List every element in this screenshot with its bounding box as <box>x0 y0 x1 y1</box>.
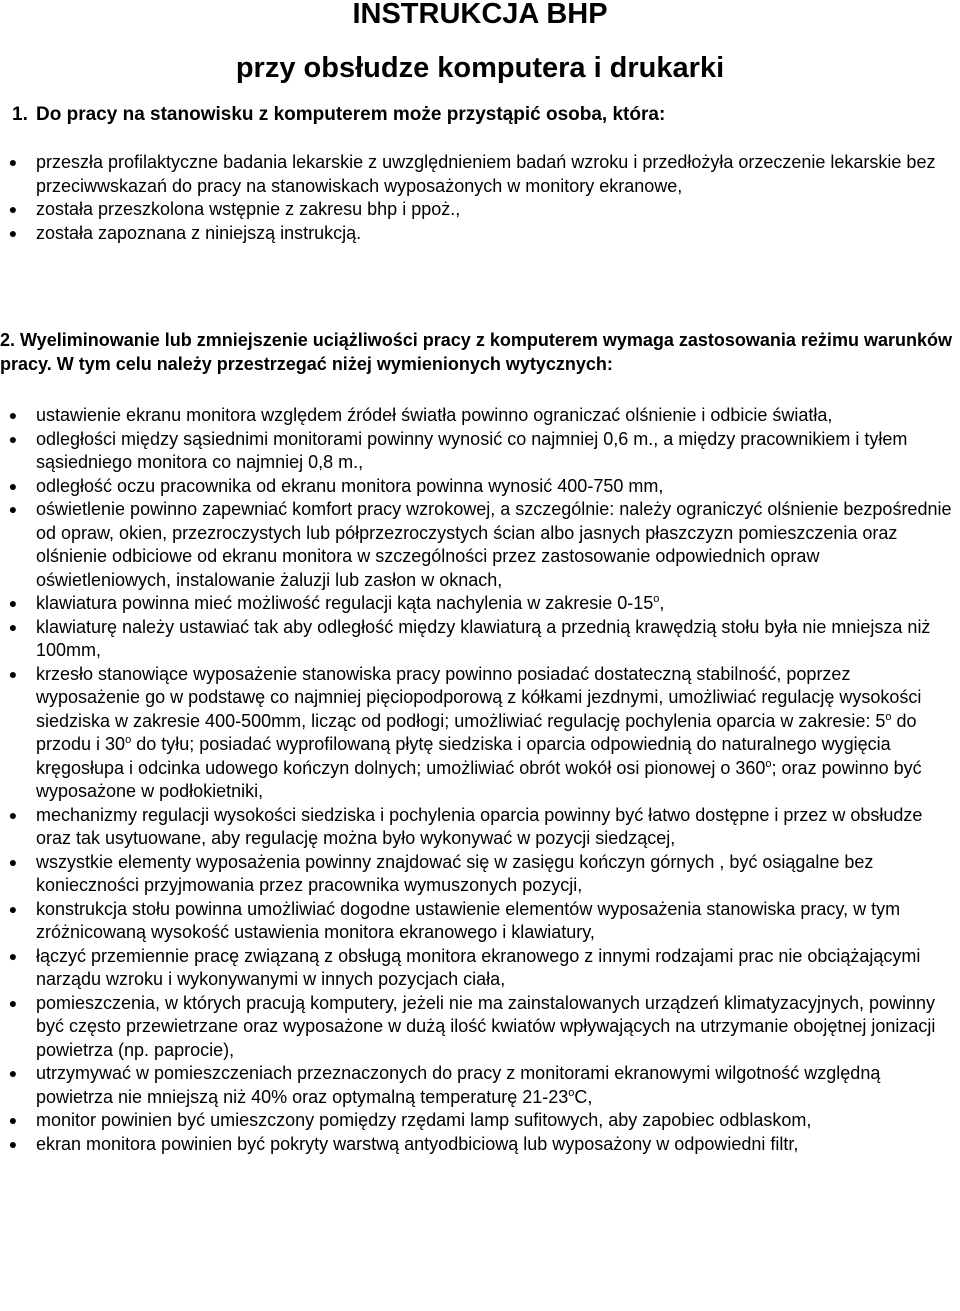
list-item: ● pomieszczenia, w których pracują komputery, jeżeli nie ma zainstalowanych urządzeń klimatyzacyjnych, powinny być często przewietrzane oraz wyposażone w dużą ilość kwiatów wpływających na utrzymanie obojętnej jonizacji powietrza (np. paprocie), <box>0 992 960 1063</box>
bullet-icon: ● <box>8 477 18 494</box>
bullet-icon: ● <box>8 407 18 423</box>
list-item: ● monitor powinien być umieszczony pomiędzy rzędami lamp sufitowych, aby zapobiec odblaskom, <box>0 1109 960 1133</box>
bullet-icon: ● <box>8 501 18 517</box>
bullet-icon: ● <box>8 1135 18 1152</box>
bullet-icon: ● <box>8 994 18 1011</box>
bullet-icon: ● <box>8 900 18 917</box>
bullet-icon: ● <box>8 665 18 682</box>
section2-heading: 2. Wyeliminowanie lub zmniejszenie uciążliwości pracy z komputerem wymaga zastosowania reżimu warunków pracy. W tym celu należy przestrzegać niżej wymienionych wytycznych: <box>0 330 952 374</box>
document-title: INSTRUKCJA BHP <box>352 0 608 30</box>
list-item: ● wszystkie elementy wyposażenia powinny znajdować się w zasięgu kończyn górnych , być osiągalne bez konieczności przyjmowania przez pracownika wymuszonych pozycji, <box>0 851 960 898</box>
list-item: ● klawiatura powinna mieć możliwość regulacji kąta nachylenia w zakresie 0-15$^o$, <box>0 592 960 616</box>
list-item: ● oświetlenie powinno zapewniać komfort pracy wzrokowej, a szczególnie: należy ograniczyć olśnienie bezpośrednie od opraw, okien, przezroczystych lub półprzezroczystych ścian albo jasnych płaszczyzn pomieszczenia oraz olśnienie odbiciowe od ekranu monitora w szczególności przez zastosowanie odpowiednich opraw oświetleniowych, instalowanie żaluzji lub zasłon w oknach, <box>0 498 960 592</box>
section1-list <box>0 151 960 245</box>
list-item: ● mechanizmy regulacji wysokości siedziska i pochylenia oparcia powinny być łatwo dostępne i przez w obsłudze oraz tak usytuowane, aby regulację można było wykonywać w pozycji siedzącej, <box>0 804 960 851</box>
bullet-icon: ● <box>8 618 18 635</box>
document-subtitle: przy obsłudze komputera i drukarki <box>235 52 725 84</box>
bullet-icon: ● <box>8 1112 18 1128</box>
section1-heading: Do pracy na stanowisku z komputerem może przystąpić osoba, która: <box>36 104 666 125</box>
bullet-icon: ● <box>8 853 18 870</box>
list-item: ● została przeszkolona wstępnie z zakresu bhp i ppoż., <box>0 198 960 222</box>
bullet-icon: ● <box>8 595 18 611</box>
list-item: ● została zapoznana z niniejszą instrukcją. <box>0 222 960 246</box>
list-item: ● krzesło stanowiące wyposażenie stanowiska pracy powinno posiadać dostateczną stabilność, poprzez wyposażenie go w podstawę co najmniej pięciopodporową z kółkami jezdnymi, umożliwiać regulację wysokości siedziska w zakresie 400-500mm, licząc od podłogi; umożliwiać regulację pochylenia oparcia w zakresie: 5$^o$ do przodu i 30$^o$ do tyłu; posiadać wyprofilowaną płytę siedziska i oparcia odpowiednią do naturalnego wygięcia kręgosłupa i odcinka udowego kończyn dolnych; umożliwiać obrót wokół osi pionowej o 360$^o$; oraz powinno być wyposażone w podłokietniki, <box>0 663 960 804</box>
list-item: ● konstrukcja stołu powinna umożliwiać dogodne ustawienie elementów wyposażenia stanowiska pracy, w tym zróżnicowaną wysokość ustawienia monitora ekranowego i klawiatury, <box>0 898 960 945</box>
list-item: ● ustawienie ekranu monitora względem źródeł światła powinno ograniczać olśnienie i odbicie światła, <box>0 404 960 428</box>
bullet-icon: ● <box>8 806 18 823</box>
list-item: ● łączyć przemiennie pracę związaną z obsługą monitora ekranowego z innymi rodzajami prac nie obciążającymi narządu wzroku i wykonywanymi w innych pozycjach ciała, <box>0 945 960 992</box>
list-item: ● utrzymywać w pomieszczeniach przeznaczonych do pracy z monitorami ekranowymi wilgotność względną powietrza nie mniejszą niż 40% oraz optymalną temperaturę 21-23$^o$C, <box>0 1062 960 1109</box>
bullet-icon: ● <box>8 947 18 964</box>
list-item: ● odległość oczu pracownika od ekranu monitora powinna wynosić 400-750 mm, <box>0 475 960 499</box>
section2-list <box>0 404 960 1156</box>
list-item: ● ekran monitora powinien być pokryty warstwą antyodbiciową lub wyposażony w odpowiedni filtr, <box>0 1133 960 1157</box>
bullet-icon: ● <box>8 201 18 217</box>
bullet-icon: ● <box>8 224 18 241</box>
list-item: ● przeszła profilaktyczne badania lekarskie z uwzględnieniem badań wzroku i przedłożyła orzeczenie lekarskie bez przeciwwskazań do pracy na stanowiskach wyposażonych w monitory ekranowe, <box>0 151 960 198</box>
section1-number: 1. <box>12 104 28 125</box>
list-item: ● klawiaturę należy ustawiać tak aby odległość między klawiaturą a przednią krawędzią stołu była nie mniejsza niż 100mm, <box>0 616 960 663</box>
bullet-icon: ● <box>8 154 18 170</box>
list-item: ● odległości między sąsiednimi monitorami powinny wynosić co najmniej 0,6 m., a między pracownikiem i tyłem sąsiedniego monitora co najmniej 0,8 m., <box>0 428 960 475</box>
bullet-icon: ● <box>8 430 18 447</box>
bullet-icon: ● <box>8 1065 18 1081</box>
